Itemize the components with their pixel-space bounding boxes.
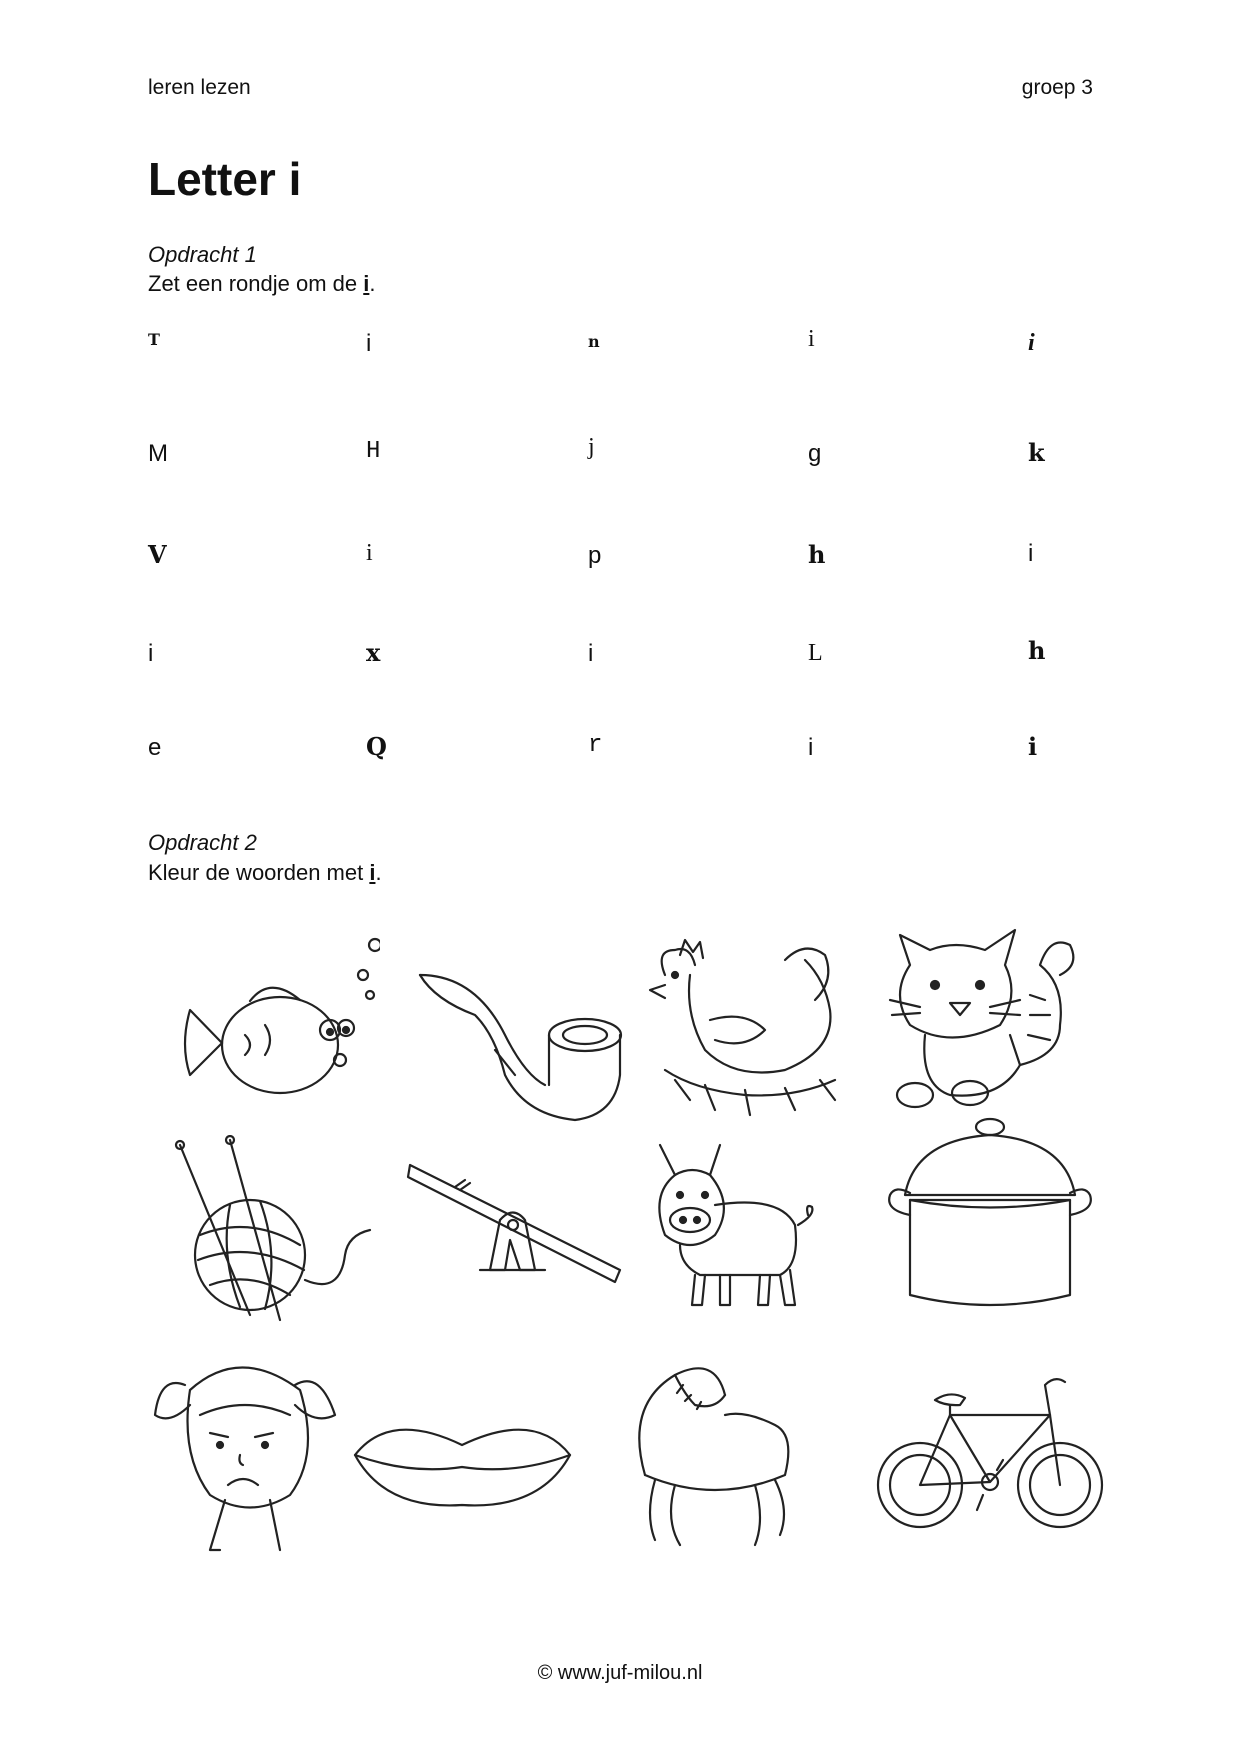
task1-label: Opdracht 1	[148, 242, 257, 267]
letter-r3c4[interactable]: h	[808, 540, 826, 569]
bicycle-picture[interactable]	[875, 1370, 1105, 1540]
letter-r1c4[interactable]: i	[808, 326, 815, 352]
cradle-picture[interactable]	[605, 1355, 830, 1550]
letter-grid	[148, 326, 1088, 780]
task2-instruction: Kleur de woorden met i.	[148, 860, 382, 885]
letter-r1c5[interactable]: i	[1028, 330, 1035, 356]
letter-r3c5[interactable]: i	[1028, 540, 1034, 567]
footer-copyright: © www.juf-milou.nl	[537, 1662, 703, 1684]
letter-r5c3[interactable]: r	[588, 732, 603, 759]
girl-picture[interactable]	[150, 1345, 360, 1555]
yarn-picture[interactable]	[170, 1135, 380, 1335]
pig-picture[interactable]	[640, 1135, 850, 1325]
letter-r5c5[interactable]: i	[1028, 732, 1038, 761]
pipe-picture[interactable]	[415, 955, 630, 1125]
letter-r4c5[interactable]: h	[1028, 636, 1046, 665]
letter-r2c2[interactable]: H	[366, 438, 381, 465]
letter-r5c2[interactable]: Q	[366, 732, 387, 761]
letter-r2c4[interactable]: g	[808, 440, 822, 467]
letter-r2c1[interactable]: M	[148, 440, 168, 467]
picture-grid	[150, 915, 1100, 1555]
letter-r4c4[interactable]: L	[808, 640, 823, 666]
letter-r5c1[interactable]: e	[148, 734, 162, 761]
cat-picture[interactable]	[880, 915, 1090, 1125]
letter-r1c2[interactable]: i	[366, 330, 372, 357]
letter-r2c5[interactable]: k	[1028, 438, 1045, 467]
pan-picture[interactable]	[885, 1115, 1100, 1330]
fish-picture[interactable]	[170, 925, 380, 1125]
task1-instruction: Zet een rondje om de i.	[148, 271, 376, 296]
letter-r4c2[interactable]: x	[366, 638, 381, 667]
header-grade: groep 3	[1021, 76, 1093, 99]
lips-picture[interactable]	[350, 1415, 575, 1515]
letter-r1c3[interactable]: n	[588, 332, 600, 351]
letter-r4c3[interactable]: i	[588, 640, 594, 667]
seesaw-picture[interactable]	[405, 1150, 630, 1320]
letter-r3c3[interactable]: p	[588, 542, 602, 569]
letter-r3c1[interactable]: V	[148, 540, 167, 569]
letter-r1c1[interactable]: T	[148, 330, 160, 349]
letter-r4c1[interactable]: i	[148, 640, 154, 667]
header-subject: leren lezen	[148, 76, 251, 99]
chicken-picture[interactable]	[635, 920, 850, 1120]
letter-r3c2[interactable]: i	[366, 540, 373, 566]
letter-r5c4[interactable]: i	[808, 734, 814, 761]
letter-r2c3[interactable]: j	[588, 434, 595, 460]
task2-label: Opdracht 2	[148, 830, 257, 855]
page-title: Letter i	[148, 153, 302, 205]
